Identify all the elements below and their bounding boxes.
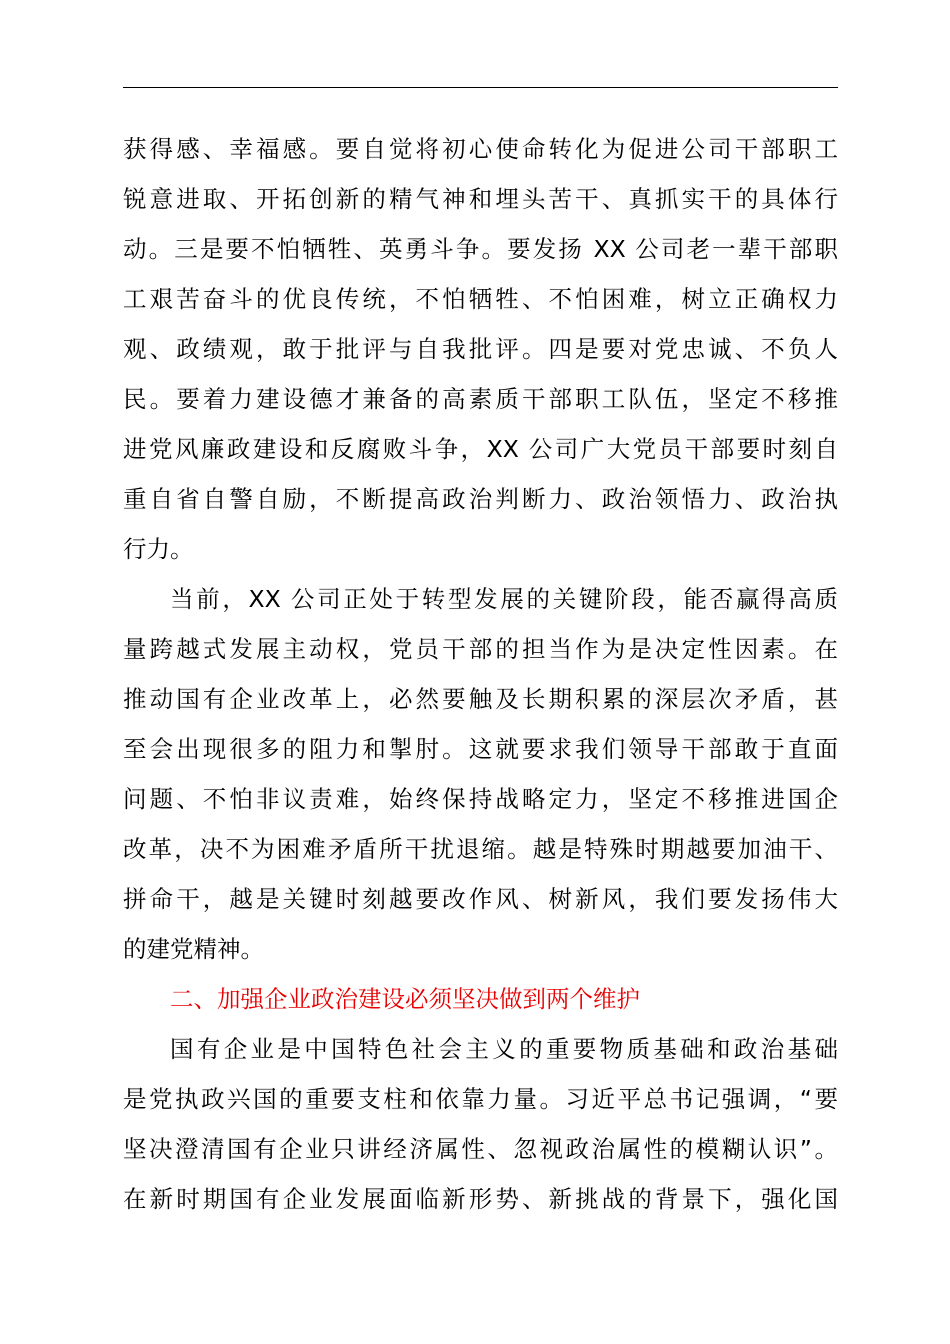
text-line: 获得感、幸福感。要自觉将初心使命转化为促进公司干部职工 [123,135,838,163]
text-line: 是党执政兴国的重要支柱和依靠力量。习近平总书记强调，“要 [123,1085,838,1113]
text-line: 重自省自警自励，不断提高政治判断力、政治领悟力、政治执 [123,485,838,513]
section-heading: 二、加强企业政治建设必须坚决做到两个维护 [170,985,640,1013]
text-line: 的建党精神。 [123,935,264,963]
text-line: 工艰苦奋斗的优良传统，不怕牺牲、不怕困难，树立正确权力 [123,285,838,313]
paragraph-first-line: 国有企业是中国特色社会主义的重要物质基础和政治基础 [170,1035,838,1063]
text-line: 改革，决不为困难矛盾所干扰退缩。越是特殊时期越要加油干、 [123,835,838,863]
text-line: 拼命干，越是关键时刻越要改作风、树新风，我们要发扬伟大 [123,885,838,913]
header-rule [123,87,838,88]
text-line: 锐意进取、开拓创新的精气神和埋头苦干、真抓实干的具体行 [123,185,838,213]
text-line: 民。要着力建设德才兼备的高素质干部职工队伍，坚定不移推 [123,385,838,413]
text-line: 问题、不怕非议责难，始终保持战略定力，坚定不移推进国企 [123,785,838,813]
text-line: 动。三是要不怕牺牲、英勇斗争。要发扬 XX 公司老一辈干部职 [123,235,838,263]
paragraph-first-line: 当前，XX 公司正处于转型发展的关键阶段，能否赢得高质 [170,585,838,613]
text-line: 量跨越式发展主动权，党员干部的担当作为是决定性因素。在 [123,635,838,663]
document-body [123,124,838,1224]
text-line: 进党风廉政建设和反腐败斗争，XX 公司广大党员干部要时刻自 [123,435,838,463]
text-line: 行力。 [123,535,194,563]
text-line: 推动国有企业改革上，必然要触及长期积累的深层次矛盾，甚 [123,685,838,713]
text-line: 坚决澄清国有企业只讲经济属性、忽视政治属性的模糊认识”。 [123,1135,838,1163]
text-line: 观、政绩观，敢于批评与自我批评。四是要对党忠诚、不负人 [123,335,838,363]
text-line: 至会出现很多的阻力和掣肘。这就要求我们领导干部敢于直面 [123,735,838,763]
text-line: 在新时期国有企业发展面临新形势、新挑战的背景下，强化国 [123,1185,838,1213]
